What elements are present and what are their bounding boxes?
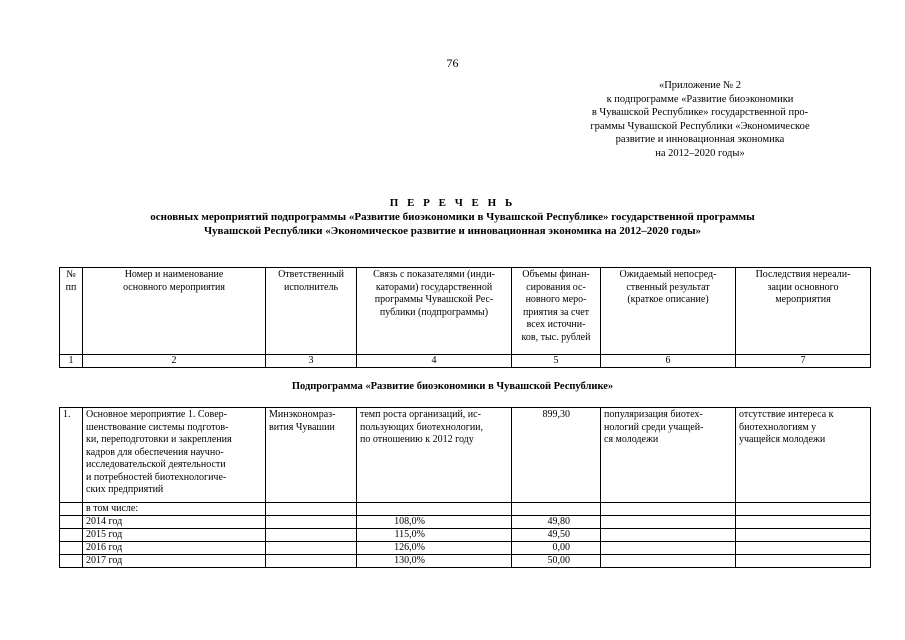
column-number-row bbox=[60, 355, 871, 368]
expected-result-cell: популяризация биотех- нологий среди учащей- ся молодежи bbox=[601, 408, 736, 503]
indicator-value-cell: 130,0% bbox=[357, 555, 512, 568]
column-number-cell: 3 bbox=[266, 355, 357, 368]
column-number-cell: 2 bbox=[83, 355, 266, 368]
header-cell-funding: Объемы финан- сирования ос- новного меро- приятия за счет всех источни- ков, тыс. рублей bbox=[512, 268, 601, 355]
document-subtitle-line-2: Чувашской Республики «Экономическое развитие и инновационная экономика на 2012–2020 годы» bbox=[203, 225, 702, 237]
header-cell-expected-result: Ожидаемый непосред- ственный результат (краткое описание) bbox=[601, 268, 736, 355]
including-label: в том числе: bbox=[83, 503, 266, 516]
table-row bbox=[60, 542, 871, 555]
column-number-cell: 6 bbox=[601, 355, 736, 368]
appendix-line: развитие и инновационная экономика bbox=[615, 134, 785, 145]
funding-value-cell: 0,00 bbox=[512, 542, 601, 555]
document-heading bbox=[0, 196, 905, 238]
page-number: 76 bbox=[446, 56, 459, 70]
header-cell-indicators: Связь с показателями (инди- каторами) государственной программы Чувашской Рес- публики (подпрограммы) bbox=[357, 268, 512, 355]
indicator-value-cell: 126,0% bbox=[357, 542, 512, 555]
year-cell: 2015 год bbox=[83, 529, 266, 542]
consequences-cell: отсутствие интереса к биотехнологиям у учащейся молодежи bbox=[736, 408, 871, 503]
header-cell-measure-name: Номер и наименование основного мероприятия bbox=[83, 268, 266, 355]
column-number-cell: 1 bbox=[60, 355, 83, 368]
year-cell: 2016 год bbox=[83, 542, 266, 555]
document-subtitle-line-1: основных мероприятий подпрограммы «Развитие биоэкономики в Чувашской Республике» государственной программы bbox=[150, 211, 755, 223]
table-row bbox=[60, 529, 871, 542]
column-number-cell: 4 bbox=[357, 355, 512, 368]
table-row bbox=[60, 408, 871, 503]
year-cell: 2017 год bbox=[83, 555, 266, 568]
appendix-note bbox=[566, 79, 834, 160]
funding-value-cell: 49,50 bbox=[512, 529, 601, 542]
funding-cell: 899,30 bbox=[512, 408, 601, 503]
table-row bbox=[60, 516, 871, 529]
table-row bbox=[60, 555, 871, 568]
header-cell-number: № пп bbox=[60, 268, 83, 355]
measures-table-header bbox=[59, 267, 871, 368]
table-header-row bbox=[60, 268, 871, 355]
appendix-line: к подпрограмме «Развитие биоэкономики bbox=[606, 93, 794, 105]
executor-cell: Минэкономраз- вития Чувашии bbox=[266, 408, 357, 503]
appendix-line: «Приложение № 2 bbox=[658, 80, 742, 91]
indicator-value-cell: 108,0% bbox=[357, 516, 512, 529]
subprogram-title: Подпрограмма «Развитие биоэкономики в Чувашской Республике» bbox=[291, 381, 614, 392]
measure-name-cell: Основное мероприятие 1. Совер- шенствование системы подготов- ки, переподготовки и закрепления кадров для обеспечения научно- исследовательской деятельности и потребностей биотехнологиче- ских предприятий bbox=[83, 408, 266, 503]
column-number-cell: 5 bbox=[512, 355, 601, 368]
header-cell-consequences: Последствия нереали- зации основного мероприятия bbox=[736, 268, 871, 355]
appendix-line: граммы Чувашской Республики «Экономическое bbox=[590, 120, 810, 132]
indicator-value-cell: 115,0% bbox=[357, 529, 512, 542]
measures-table-body bbox=[59, 407, 871, 568]
funding-value-cell: 50,00 bbox=[512, 555, 601, 568]
table-row bbox=[60, 503, 871, 516]
column-number-cell: 7 bbox=[736, 355, 871, 368]
year-cell: 2014 год bbox=[83, 516, 266, 529]
indicator-cell: темп роста организаций, ис- пользующих биотехнологии, по отношению к 2012 году bbox=[357, 408, 512, 503]
document-title: П Е Р Е Ч Е Н Ь bbox=[389, 197, 516, 209]
appendix-line: на 2012–2020 годы» bbox=[655, 147, 745, 159]
funding-value-cell: 49,80 bbox=[512, 516, 601, 529]
appendix-line: в Чувашской Республике» государственной про- bbox=[591, 107, 809, 118]
header-cell-executor: Ответственный исполнитель bbox=[266, 268, 357, 355]
row-number-cell: 1. bbox=[60, 408, 83, 503]
